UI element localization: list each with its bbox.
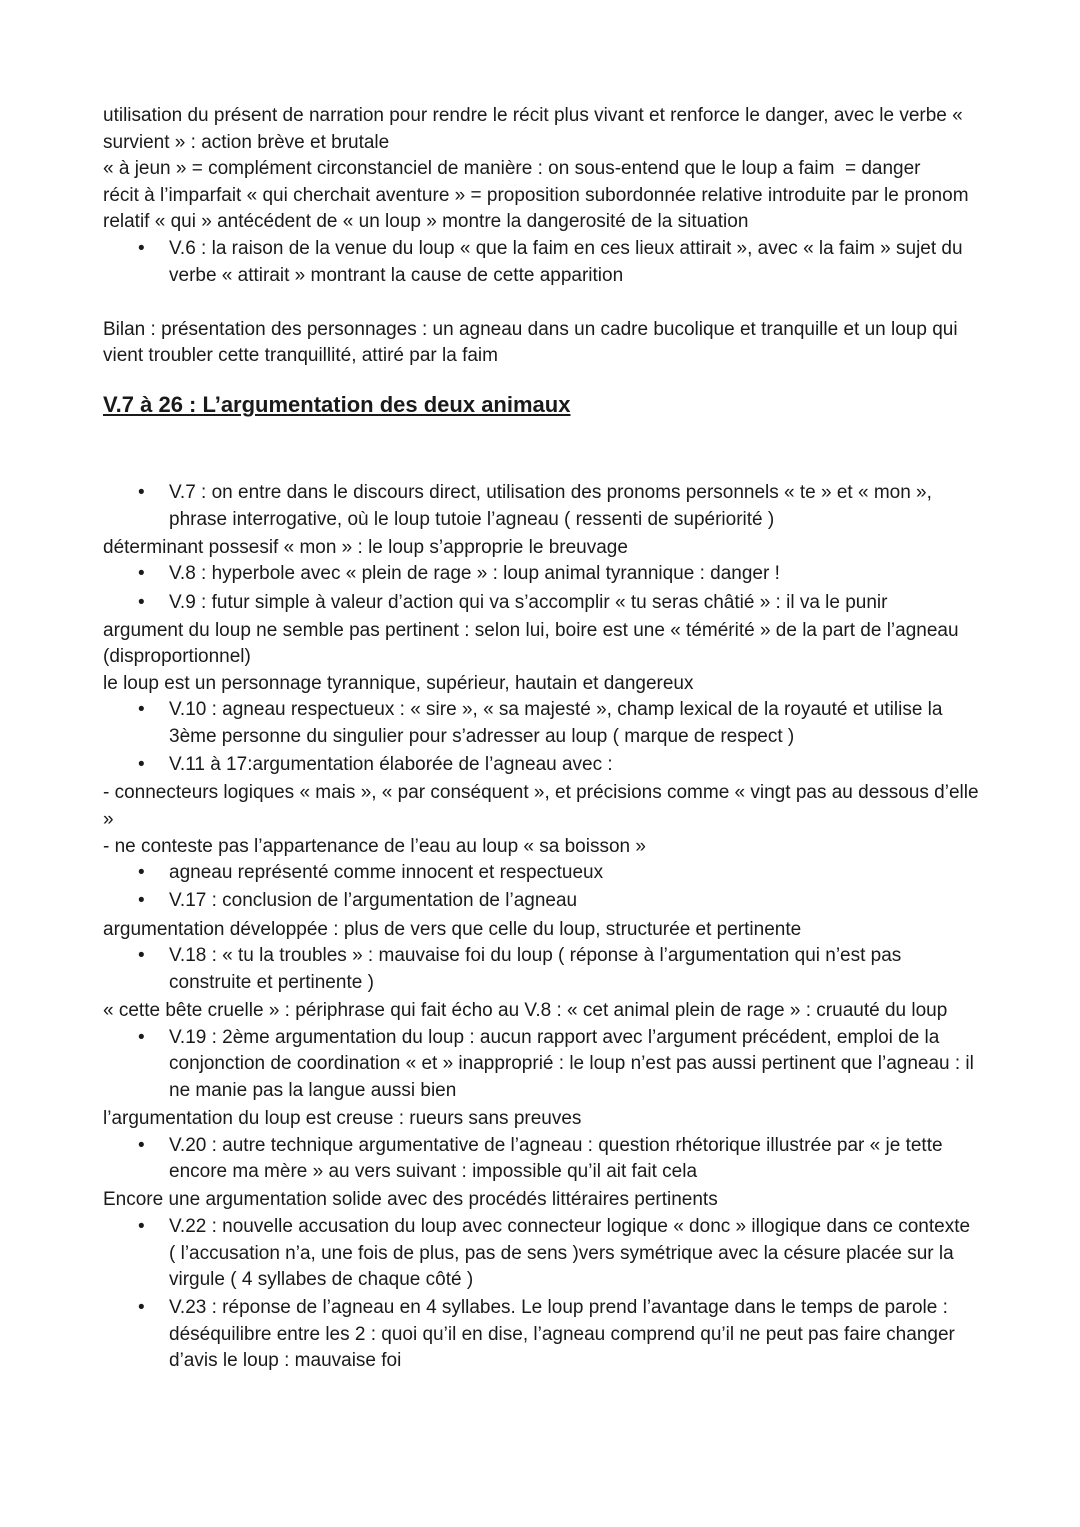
paragraph: - ne conteste pas l’appartenance de l’eau au loup « sa boisson » [103, 835, 646, 857]
paragraph: utilisation du présent de narration pour rendre le récit plus vivant et renforce le danger, avec le verbe « survient » : action brève et brutale [103, 105, 969, 153]
bullet-text: V.7 : on entre dans le discours direct, utilisation des pronoms personnels « te » et « mon », phrase interrogative, où le loup tutoie l’agneau ( ressenti de supériorité ) [169, 481, 932, 530]
bullet-item [103, 1133, 980, 1186]
bullet-icon: • [138, 563, 145, 585]
bullet-item [103, 860, 980, 887]
bullet-text: V.8 : hyperbole avec « plein de rage » : loup animal tyrannique : danger ! [169, 563, 780, 585]
paragraph: le loup est un personnage tyrannique, supérieur, hautain et dangereux [103, 672, 694, 694]
bullet-icon: • [138, 1134, 145, 1156]
bilan-paragraph: Bilan : présentation des personnages : un agneau dans un cadre bucolique et tranquille et un loup qui vient troubler cette tranquillité, attiré par la faim [103, 318, 963, 367]
bullet-text: V.9 : futur simple à valeur d’action qui va s’accomplir « tu seras châtié » : il va le punir [169, 591, 888, 613]
paragraph: Encore une argumentation solide avec des procédés littéraires pertinents [103, 1189, 718, 1211]
bullet-icon: • [138, 754, 145, 776]
bullet-item [103, 480, 980, 533]
bullet-icon: • [138, 237, 145, 259]
bullet-item [103, 943, 980, 996]
bullet-icon: • [138, 699, 145, 721]
bullet-icon: • [138, 862, 145, 884]
section-heading: V.7 à 26 : L’argumentation des deux animaux [103, 391, 571, 417]
paragraph: argumentation développée : plus de vers que celle du loup, structurée et pertinente [103, 918, 802, 940]
bullet-item [103, 1214, 980, 1294]
bullet-item [103, 1295, 980, 1375]
bullet-icon: • [138, 890, 145, 912]
bullet-text: V.10 : agneau respectueux : « sire », « sa majesté », champ lexical de la royauté et utilise la 3ème personne du singulier pour s’adresser au loup ( marque de respect ) [169, 699, 943, 748]
bullet-text: V.20 : autre technique argumentative de l’agneau : question rhétorique illustrée par « je tette encore ma mère » au vers suivant : impossible qu’il ait fait cela [169, 1134, 943, 1183]
bullet-item [103, 561, 980, 588]
bullet-text: V.17 : conclusion de l’argumentation de l’agneau [169, 890, 578, 912]
paragraph: déterminant possesif « mon » : le loup s’approprie le breuvage [103, 536, 628, 558]
bullet-text: V.22 : nouvelle accusation du loup avec connecteur logique « donc » illogique dans ce contexte ( l’accusation n’a, une fois de plus, pas de sens )vers symétrique avec la césure placée sur la virgule ( 4 syllabes de chaque côté ) [169, 1215, 971, 1291]
bullet-item [103, 1025, 980, 1105]
bullet-item [103, 590, 980, 617]
bullet-icon: • [138, 481, 145, 503]
bullet-icon: • [138, 1297, 145, 1319]
bullet-item [103, 697, 980, 750]
bullet-icon: • [138, 1026, 145, 1048]
bullet-text: V.6 : la raison de la venue du loup « que la faim en ces lieux attirait », avec « la faim » sujet du verbe « attirait » montrant la cause de cette apparition [169, 237, 963, 286]
bullet-item [103, 888, 980, 915]
bullet-item [103, 752, 980, 779]
bullet-icon: • [138, 1215, 145, 1237]
bullet-icon: • [138, 945, 145, 967]
paragraph: récit à l’imparfait « qui cherchait aventure » = proposition subordonnée relative introduite par le pronom relatif « qui » antécédent de « un loup » montre la dangerosité de la situation [103, 184, 974, 233]
paragraph: l’argumentation du loup est creuse : rueurs sans preuves [103, 1107, 582, 1129]
paragraph: « à jeun » = complément circonstanciel de manière : on sous-entend que le loup a faim = danger [103, 158, 921, 180]
bullet-icon: • [138, 591, 145, 613]
paragraph: - connecteurs logiques « mais », « par conséquent », et précisions comme « vingt pas au dessous d’elle » [103, 782, 984, 831]
bullet-text: V.23 : réponse de l’agneau en 4 syllabes. Le loup prend l’avantage dans le temps de parole : déséquilibre entre les 2 : quoi qu’il en dise, l’agneau comprend qu’il ne peut pas faire changer d’avis le loup : mauvaise foi [169, 1297, 955, 1372]
paragraph: « cette bête cruelle » : périphrase qui fait écho au V.8 : « cet animal plein de rage » : cruauté du loup [103, 999, 948, 1021]
paragraph: argument du loup ne semble pas pertinent : selon lui, boire est une « témérité » de la part de l’agneau (disproportionnel) [103, 619, 964, 668]
bullet-item [103, 236, 980, 289]
bullet-text: V.19 : 2ème argumentation du loup : aucun rapport avec l’argument précédent, emploi de la conjonction de coordination « et » inapproprié : le loup n’est pas aussi pertinent que l’agneau : il ne manie pas la langue aussi bien [169, 1026, 974, 1101]
bullet-text: agneau représenté comme innocent et respectueux [169, 862, 604, 884]
bullet-text: V.18 : « tu la troubles » : mauvaise foi du loup ( réponse à l’argumentation qui n’est pas construite et pertinente ) [169, 945, 902, 993]
bullet-text: V.11 à 17:argumentation élaborée de l’agneau avec : [169, 754, 613, 776]
